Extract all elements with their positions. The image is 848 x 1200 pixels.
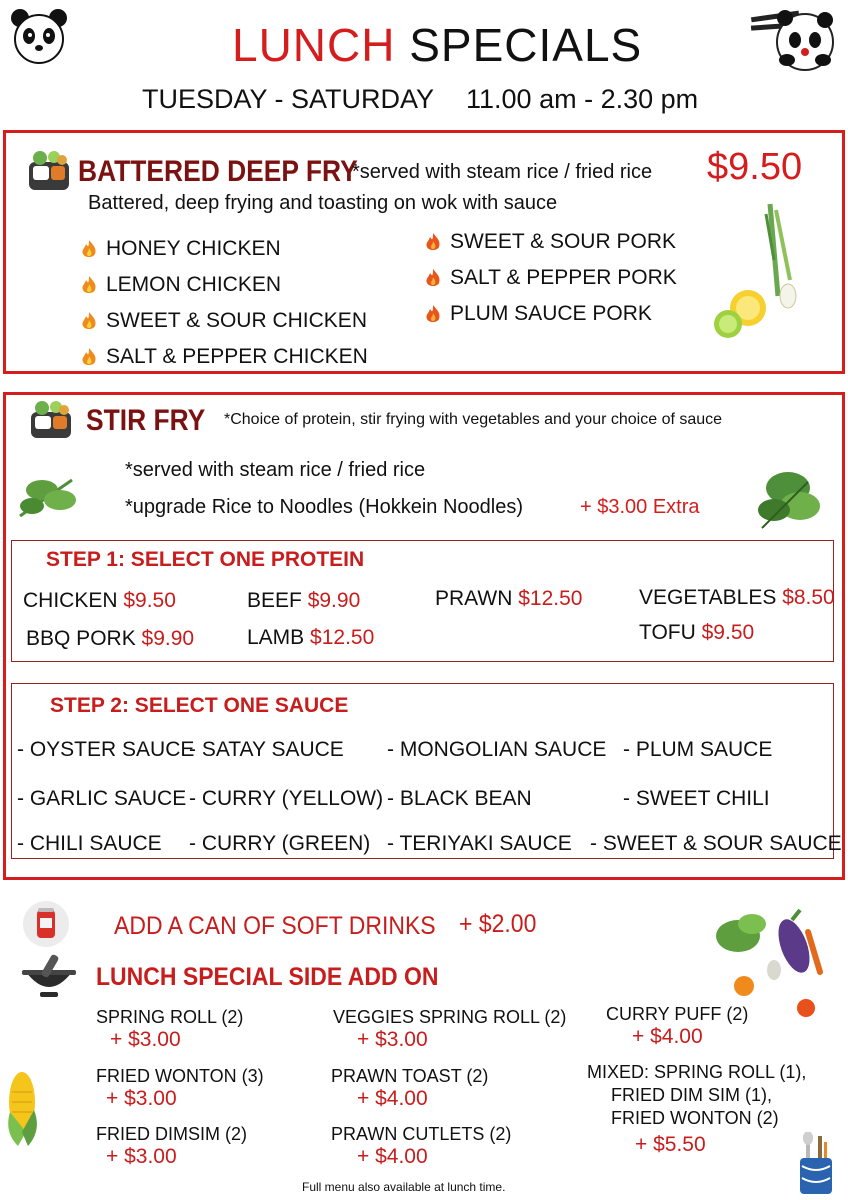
list-item [80,267,368,303]
protein-name: BBQ PORK [26,627,136,650]
sauce-item: - TERIYAKI SAUCE [387,832,572,855]
mortar-pestle-icon [18,952,80,1000]
flame-icon [424,232,442,252]
flame-icon [80,239,98,259]
side-mixed [587,1062,806,1157]
stirfry-choice-note: *Choice of protein, stir frying with vegetables and your choice of sauce [224,411,723,428]
vegetable-icon [708,200,808,350]
protein-price: $8.50 [782,586,835,609]
mixed-price: + $5.50 [635,1133,706,1156]
sauce-item: - CURRY (YELLOW) [189,787,384,810]
mixed-line3: FRIED WONTON (2) [611,1108,779,1128]
flame-icon [80,275,98,295]
list-item [80,339,368,375]
protein-name: PRAWN [435,587,513,610]
flame-icon [424,268,442,288]
sauce-item: - PLUM SAUCE [623,738,773,761]
stirfry-title: STIR FRY [86,404,206,437]
flame-icon [424,304,442,324]
step1-heading: STEP 1: SELECT ONE PROTEIN [46,548,365,571]
protein-tofu [639,621,754,645]
item-label: SWEET & SOUR PORK [450,230,676,253]
title-specials: SPECIALS [409,19,643,71]
protein-price: $12.50 [310,626,375,649]
item-label: SALT & PEPPER CHICKEN [106,345,368,368]
battered-items-left [80,231,368,375]
protein-price: $9.90 [141,627,195,650]
list-item [424,260,677,296]
protein-name: VEGETABLES [639,586,777,609]
panda-chopsticks-icon [745,4,841,74]
days-label: TUESDAY - SATURDAY [142,84,435,114]
drinks-label: ADD A CAN OF SOFT DRINKS [114,912,436,940]
step2-heading: STEP 2: SELECT ONE SAUCE [50,694,349,717]
list-item [424,296,677,332]
stirfry-upgrade-note: *upgrade Rice to Noodles (Hokkein Noodles) [125,496,523,518]
side-name: VEGGIES SPRING ROLL (2) [333,1007,567,1027]
drinks-price: + $2.00 [459,910,537,938]
sauce-item: - SATAY SAUCE [189,738,344,761]
sauce-item: - GARLIC SAUCE [17,787,187,810]
side-spring-roll [96,1007,243,1052]
battered-price: $9.50 [707,146,803,188]
protein-price: $9.50 [123,589,176,612]
list-item [424,224,677,260]
sauce-item: - CHILI SAUCE [17,832,162,855]
list-item [80,231,368,267]
protein-beef [247,589,360,613]
panda-icon [10,8,68,66]
protein-lamb [247,626,374,650]
item-label: LEMON CHICKEN [106,273,282,296]
protein-price: $9.50 [701,621,755,644]
bento-icon [28,398,74,442]
footer-note: Full menu also available at lunch time. [302,1180,506,1194]
side-veggies-spring-roll [333,1007,566,1052]
flame-icon [80,311,98,331]
title-lunch: LUNCH [232,19,396,71]
protein-prawn [435,587,582,611]
protein-name: LAMB [247,626,305,649]
protein-vegetables [639,586,835,610]
sides-heading: LUNCH SPECIAL SIDE ADD ON [96,963,439,991]
protein-name: TOFU [639,621,696,644]
soda-can-icon [22,900,70,948]
vegetable-icon [752,462,828,534]
side-price: + $3.00 [106,1145,177,1168]
flame-icon [80,347,98,367]
sauce-item: - SWEET & SOUR SAUCE [590,832,842,855]
item-label: PLUM SAUCE PORK [450,302,652,325]
side-price: + $3.00 [357,1028,428,1051]
hours-label: 11.00 am - 2.30 pm [466,84,699,114]
sauce-item: - CURRY (GREEN) [189,832,371,855]
protein-name: BEEF [247,589,302,612]
vegetable-icon [12,466,88,526]
mixed-line2: FRIED DIM SIM (1), [611,1085,772,1105]
side-price: + $4.00 [357,1145,428,1168]
bento-icon [26,148,72,194]
side-name: FRIED DIMSIM (2) [96,1124,247,1144]
battered-title: BATTERED DEEP FRY [78,155,358,188]
side-fried-dimsim [96,1124,247,1169]
side-price: + $3.00 [106,1087,177,1110]
battered-items-right [424,224,677,332]
list-item [80,303,368,339]
side-prawn-toast [331,1066,488,1111]
side-name: FRIED WONTON (3) [96,1066,264,1086]
side-name: CURRY PUFF (2) [606,1004,749,1024]
side-name: PRAWN TOAST (2) [331,1066,489,1086]
utensils-cup-icon [790,1132,840,1196]
mixed-line1: MIXED: SPRING ROLL (1), [587,1062,807,1082]
sauce-item: - BLACK BEAN [387,787,532,810]
item-label: HONEY CHICKEN [106,237,281,260]
item-label: SWEET & SOUR CHICKEN [106,309,367,332]
page-title [232,18,642,72]
side-prawn-cutlets [331,1124,511,1169]
item-label: SALT & PEPPER PORK [450,266,677,289]
side-name: SPRING ROLL (2) [96,1007,244,1027]
protein-bbq-pork [26,627,194,651]
corn-icon [0,1062,46,1148]
battered-description: Battered, deep frying and toasting on wok with sauce [88,192,558,214]
protein-chicken [23,589,176,613]
side-price: + $3.00 [110,1028,181,1051]
sauce-item: - SWEET CHILI [623,787,770,810]
side-fried-wonton [96,1066,264,1111]
protein-price: $9.90 [307,589,361,612]
side-name: PRAWN CUTLETS (2) [331,1124,512,1144]
stirfry-served-note: *served with steam rice / fried rice [125,459,426,481]
protein-name: CHICKEN [23,589,118,612]
sauce-item: - OYSTER SAUCE [17,738,195,761]
battered-served-note: *served with steam rice / fried rice [352,161,653,183]
side-price: + $4.00 [357,1087,428,1110]
side-curry-puff [606,1004,748,1049]
side-price: + $4.00 [632,1025,703,1048]
protein-price: $12.50 [518,587,583,610]
sauce-item: - MONGOLIAN SAUCE [387,738,607,761]
stirfry-upgrade-price: + $3.00 Extra [580,496,700,518]
